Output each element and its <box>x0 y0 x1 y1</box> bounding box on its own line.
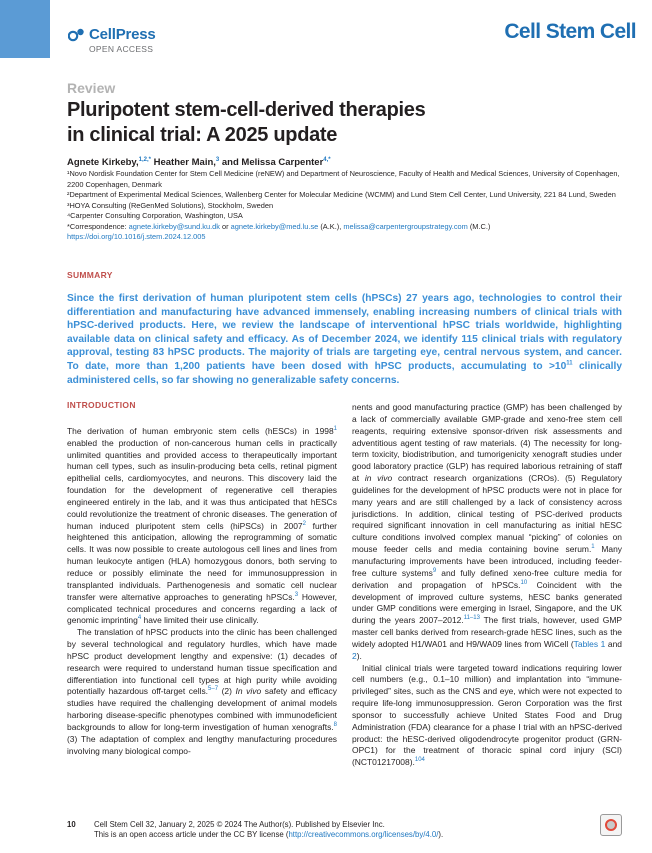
introduction-heading: INTRODUCTION <box>67 400 136 410</box>
title-line-1: Pluripotent stem-cell-derived therapies <box>67 99 426 121</box>
body-column-right <box>352 402 622 769</box>
text-run: contract research organizations (CROs). (5) Regulatory guidelines for the development of hPSC products were not in place for many years and are still challenged by a lack of consistency across jurisdictions. In addition, clinical testing of PSC-derived products required significant innovation in cell manufacturing as initial hESC culture conditions involved complex manual “picking” of colonies on mouse feeder cells and media containing bovine serum. <box>352 473 622 555</box>
journal-title[interactable]: Cell Stem Cell <box>504 20 636 43</box>
text-run: have limited their use clinically. <box>141 615 259 626</box>
citation-link[interactable]: 1 <box>591 544 595 551</box>
text-run: nents and good manufacturing practice (GMP) has been challenged by a lack of commercially available GMP-grade and xeno-free stem cell reagents, requiring extensive sponsor-driven risk assessments and adventitious agent testing of raw materials. (4) The necessity for long-term toxicity, biodistribution, and tumorigenicity xenograft studies under good laboratory practice (GLP) has required laborious retraining of staff at <box>352 402 622 484</box>
citation-link[interactable]: 1 <box>333 426 337 433</box>
author-name: Agnete Kirkeby, <box>67 157 139 168</box>
cellpress-logo-icon <box>68 27 86 43</box>
summary-text-part: clinically administered cells, so far showing no generalizable safety concerns. <box>67 360 622 386</box>
affiliation: ¹Novo Nordisk Foundation Center for Stem Cell Medicine (reNEW) and Department of Neuroscience, Faculty of Health and Medical Sciences, University of Copenhagen, 2200 Copenhagen, Denmark <box>67 169 620 189</box>
section-type: Review <box>67 80 116 96</box>
text-run: ). <box>356 650 362 661</box>
summary-text-part: Since the first derivation of human pluripotent stem cells (hPSCs) 27 years ago, technologies to control their differentiation and manufacturing have advanced immensely, enabling increasing numbers of clinical trials with hPSC-derived products. Here, we review the landscape of interventional hPSC trials worldwide, highlighting available data on clinical safety and efficacy. As of December 2024, we identify 115 clinical trials with regulatory approval, testing 83 hPSC products. The majority of trials are targeting eye, central nervous system, and cancer. To date, more than 1,200 patients have been dosed with hPSC products, accumulating to >10 <box>67 293 622 372</box>
text-separator: (M.C.) <box>467 221 491 231</box>
text-run: Initial clinical trials were targeted toward indications requiring lower cell numbers (e.g., 0.1–10 million) and implantation into “immune-privileged” sites, such as the CNS and eye, which were not expected to require life-long immunosuppression. Geron Corporation was the first sponsor to successfully achieve United States Food and Drug Administration (FDA) clearance for a phase I trial with an hPSC-derived product: the hESC-derived oligodendrocyte progenitor product (GRN-OPC1) for the treatment of thoracic spinal cord injury (SCI) (NCT01217008). <box>352 662 622 768</box>
corner-color-block <box>0 0 50 58</box>
text-run: The translation of hPSC products into the clinic has been challenged by several technological and regulatory hurdles, which have made hPSC product development lengthy and expensive: (1) decades of research were required to understand human tissue specification and differentiation into functional cell types at high purity while avoiding potentially hazardous off-target cells. <box>67 627 337 697</box>
citation-link[interactable]: 10 <box>520 579 528 586</box>
text-run: and <box>605 638 623 649</box>
summary-exponent: 11 <box>566 360 573 367</box>
title-line-2: in clinical trial: A 2025 update <box>67 124 338 146</box>
text-run: safety and efficacy studies have required the challenging development of animal models harboring disease-specific phenotypes combined with immunodeficient backgrounds to allow for long-term investigation of human xenografts. <box>67 686 337 732</box>
citation-link[interactable]: 8 <box>333 722 337 729</box>
correspondence <box>67 222 622 233</box>
text-run: (3) The adaptation of complex and lengthy manufacturing procedures involving many biological compo- <box>67 733 337 756</box>
body-paragraph <box>352 663 622 770</box>
page-number: 10 <box>67 820 76 829</box>
body-paragraph <box>67 426 337 627</box>
license-text: This is an open access article under the CC BY license ( <box>94 830 289 839</box>
text-run: and fully defined xeno-free culture media for derivation and propagation of hPSCs. <box>352 567 622 590</box>
author-list <box>67 157 331 168</box>
text-run: However, complicated technical procedures and concerns regarding a lack of genomic imprinting <box>67 591 338 626</box>
italic-term: In vivo <box>235 686 262 697</box>
citation-line: Cell Stem Cell 32, January 2, 2025 © 2024 The Author(s). Published by Elsevier Inc. <box>94 820 385 829</box>
summary-text <box>67 292 622 387</box>
cellpress-logo[interactable] <box>68 26 156 54</box>
body-paragraph <box>67 627 337 757</box>
text-run: Coincident with the development of improved culture systems, hESC banks generated under GMP conditions were emerging in Israel, Singapore, and the UK during the years 2007–2012. <box>352 579 623 626</box>
author-affil-sup[interactable]: 1,2,* <box>138 156 151 163</box>
affiliation: ⁴Carpenter Consulting Corporation, Washington, USA <box>67 211 243 220</box>
text-run: Many manufacturing improvements have been introduced, including feeder-free culture systems <box>352 544 622 578</box>
text-separator: (A.K.), <box>318 221 344 231</box>
author-name: Heather Main, <box>153 157 216 168</box>
license-text: ). <box>438 830 444 839</box>
logo-text: CellPress <box>89 26 156 43</box>
italic-term: in vivo <box>364 473 393 484</box>
affiliation: ²Department of Experimental Medical Sciences, Wallenberg Center for Molecular Medicine (WCMM) and Lund Stem Cell Center, Lund University, 221 84 Lund, Sweden <box>67 190 616 199</box>
text-separator: or <box>219 221 231 231</box>
correspondence-label: *Correspondence: <box>67 221 127 231</box>
email-link[interactable]: agnete.kirkeby@med.lu.se <box>230 221 319 231</box>
affiliations <box>67 169 622 243</box>
citation-link[interactable]: 11–13 <box>463 615 480 622</box>
author-affil-sup[interactable]: 3 <box>215 156 220 163</box>
citation-link[interactable]: 5–7 <box>208 686 219 693</box>
text-run: (2) <box>218 686 236 697</box>
citation-link[interactable]: 4 <box>137 615 142 622</box>
open-access-label: OPEN ACCESS <box>89 44 154 54</box>
check-for-updates-icon <box>605 819 617 831</box>
check-for-updates-badge[interactable] <box>600 814 622 836</box>
email-link[interactable]: agnete.kirkeby@sund.ku.dk <box>128 221 220 231</box>
text-run: enabled the production of non-cancerous human cells in practically unlimited quantities and provided access to therapeutically important human cell types, such as insulin-producing beta cells, retinal pigment epithelial cells, cardiomyocytes, and neurons. This discovery laid the foundation for the development of regenerative cell therapies engineered entirely in the lab, and it was thus anticipated that hESCs could revolutionize the treatment of chronic diseases. The generation of human induced pluripotent stem cells (hiPSCs) in 2007 <box>67 437 337 531</box>
summary-heading: SUMMARY <box>67 270 113 280</box>
text-run: The first trials, however, used GMP master cell banks derived from research-grade hESC lines, such as the widely adopted H1/WA01 and H9/WA09 lines from WiCell ( <box>352 615 622 649</box>
citation-link[interactable]: 3 <box>294 591 299 598</box>
citation-link[interactable]: 2 <box>302 520 306 527</box>
body-paragraph <box>352 402 622 663</box>
author-affil-sup[interactable]: 4,* <box>323 156 331 163</box>
text-run: further heightened this anticipation, allowing the reprogramming of somatic cells. It was now possible to create autologous cell lines and lines from human leukocyte antigen (HLA) homozygous donors, both serving to reduce or possibly eliminate the need for immunosuppression in transplanted individuals. Parthenogenesis and somatic cell nuclear transfer were alternative approaches to generating hPSCs. <box>67 520 337 602</box>
article-title <box>67 98 587 148</box>
affiliation: ³HOYA Consulting (ReGenMed Solutions), Stockholm, Sweden <box>67 200 274 210</box>
table-link[interactable]: Tables 1 <box>573 638 606 649</box>
table-link[interactable]: 2 <box>352 650 357 661</box>
citation-link[interactable]: 104 <box>414 757 425 764</box>
text-run: The derivation of human embryonic stem cells (hESCs) in 1998 <box>67 425 334 436</box>
email-link[interactable]: melissa@carpentergroupstrategy.com <box>343 221 468 231</box>
author-name: and Melissa Carpenter <box>221 157 324 168</box>
license-link[interactable]: http://creativecommons.org/licenses/by/4.0/ <box>288 830 439 839</box>
page-footer <box>67 820 607 840</box>
body-column-left <box>67 398 337 757</box>
doi-link[interactable]: https://doi.org/10.1016/j.stem.2024.12.005 <box>67 232 206 241</box>
citation-link[interactable]: 9 <box>432 568 437 574</box>
